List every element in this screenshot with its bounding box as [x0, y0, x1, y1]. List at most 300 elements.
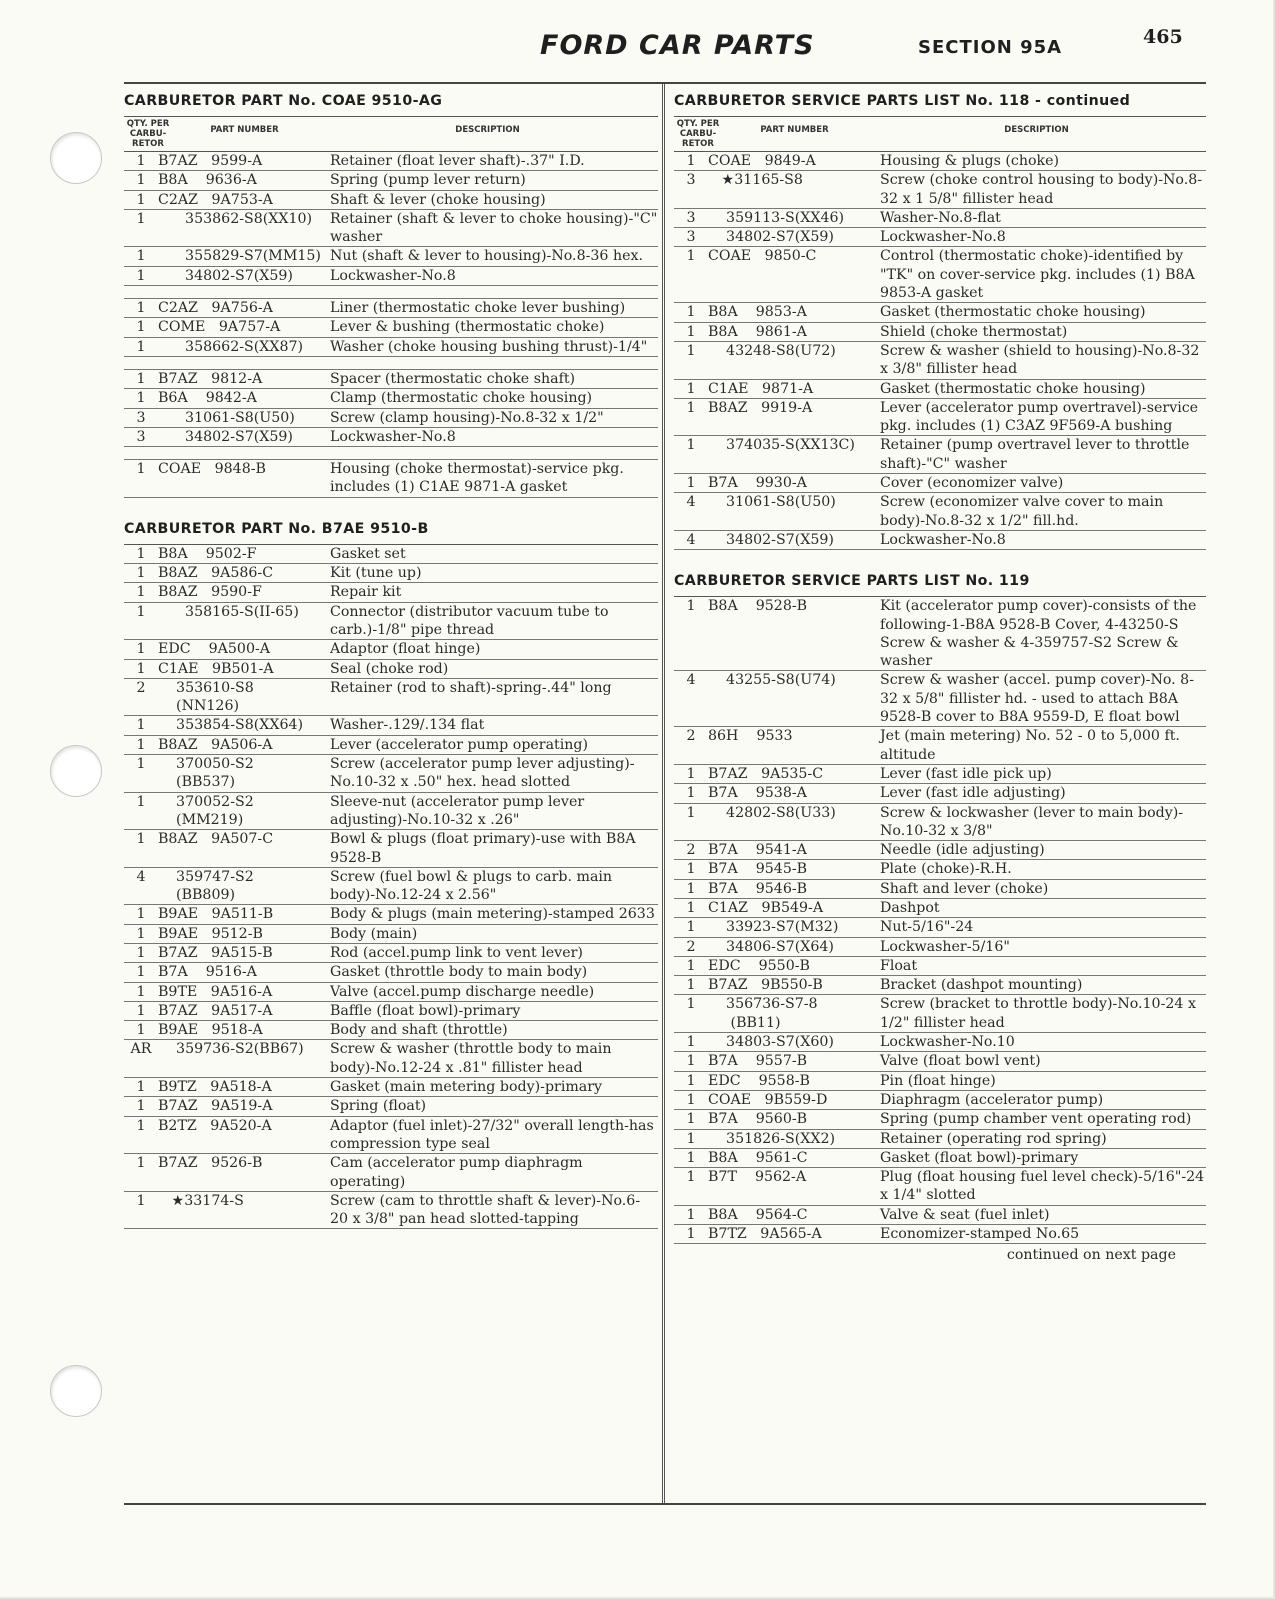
part-number-cell: B6A 9842-A	[158, 390, 257, 407]
description-cell: Screw (bracket to throttle body)-No.10-24 x 1/2" fillister head	[880, 996, 1196, 1031]
part-number-cell: B8A 9853-A	[708, 304, 807, 321]
description-cell: Screw (economizer valve cover to main body)-No.8-32 x 1/2" fill.hd.	[880, 494, 1164, 529]
qty-cell: 1	[686, 804, 696, 821]
table-row	[124, 370, 658, 389]
table-row	[124, 660, 658, 679]
table-row	[124, 1040, 658, 1078]
description-cell: Screw (clamp housing)-No.8-32 x 1/2"	[330, 409, 604, 426]
qty-cell: 1	[136, 717, 146, 734]
qty-cell: 1	[686, 1091, 696, 1108]
qty-cell: 1	[136, 461, 146, 478]
part-number-cell: 42802-S8(U33)	[708, 804, 836, 821]
table-row	[124, 603, 658, 641]
table-row	[124, 963, 658, 982]
part-number-cell: 34802-S7(X59)	[158, 428, 293, 445]
part-number-cell: B9AE 9512-B	[158, 925, 263, 942]
description-cell: Spacer (thermostatic choke shaft)	[330, 370, 576, 387]
part-number-cell: EDC 9550-B	[708, 957, 810, 974]
description-cell: Body & plugs (main metering)-stamped 2633	[330, 906, 655, 923]
description-cell: Lever (accelerator pump operating)	[330, 736, 589, 753]
description-cell: Gasket (main metering body)-primary	[330, 1079, 603, 1096]
table-row	[124, 830, 658, 868]
part-number-cell: 34803-S7(X60)	[708, 1034, 834, 1051]
qty-cell: 1	[686, 248, 696, 265]
parts-list-b7ae-9510-b	[124, 544, 658, 1230]
qty-cell: 1	[686, 304, 696, 321]
table-row	[674, 918, 1206, 937]
description-cell: Rod (accel.pump link to vent lever)	[330, 944, 583, 961]
part-number-cell: B7AZ 9599-A	[158, 153, 263, 169]
header-qty-right: QTY. PER CARBU- RETOR	[676, 119, 720, 149]
table-row	[674, 671, 1206, 727]
qty-cell: 1	[686, 861, 696, 878]
qty-cell: 1	[136, 1117, 146, 1134]
description-cell	[328, 286, 658, 298]
table-row	[674, 209, 1206, 228]
part-number-cell: B7AZ 9526-B	[158, 1155, 263, 1172]
description-cell: Plate (choke)-R.H.	[880, 861, 1012, 878]
part-number-cell: B8A 9564-C	[708, 1206, 808, 1223]
part-number-cell	[158, 447, 328, 459]
qty-cell: 1	[136, 300, 146, 317]
table-row	[674, 1091, 1206, 1110]
part-number-cell: 353854-S8(XX64)	[158, 717, 304, 734]
part-number-cell: C1AE 9871-A	[708, 380, 814, 397]
description-cell: Screw (cam to throttle shaft & lever)-No.6-20 x 3/8" pan head slotted-tapping	[330, 1192, 641, 1228]
description-cell: Lockwasher-No.8	[880, 229, 1006, 246]
table-row	[674, 380, 1206, 399]
table-row	[674, 436, 1206, 474]
qty-cell: 1	[136, 191, 146, 208]
qty-cell: 1	[686, 996, 696, 1013]
qty-cell: 1	[136, 736, 146, 753]
table-row	[674, 976, 1206, 995]
qty-cell: 2	[136, 679, 146, 696]
description-cell: Retainer (pump overtravel lever to throttle shaft)-"C" washer	[880, 437, 1190, 472]
table-row	[124, 1097, 658, 1116]
description-cell: Lever (accelerator pump overtravel)-service pkg. includes (1) C3AZ 9F569-A bushing	[880, 399, 1199, 435]
qty-cell: 1	[686, 380, 696, 397]
table-row	[124, 925, 658, 944]
qty-cell: 1	[136, 831, 146, 848]
qty-cell: 4	[686, 494, 696, 511]
table-row	[124, 983, 658, 1002]
qty-cell: 1	[686, 919, 696, 936]
part-number-cell: 31061-S8(U50)	[708, 494, 836, 511]
part-number-cell: 359113-S(XX46)	[708, 209, 845, 226]
table-row	[674, 765, 1206, 784]
qty-cell: 2	[686, 728, 696, 745]
table-row	[124, 868, 658, 906]
table-row	[674, 860, 1206, 879]
qty-cell: 3	[686, 172, 696, 189]
qty-cell: 1	[136, 1002, 146, 1019]
section-label: SECTION 95A	[918, 37, 1063, 58]
qty-cell: 1	[686, 399, 696, 416]
table-row	[674, 1206, 1206, 1225]
part-number-cell: 34802-S7(X59)	[158, 267, 293, 284]
binder-hole-bottom	[50, 1365, 102, 1417]
part-number-cell: B7A 9546-B	[708, 880, 808, 897]
table-row	[674, 228, 1206, 247]
table-row	[124, 1021, 658, 1040]
table-row	[124, 1002, 658, 1021]
part-number-cell: B8A 9561-C	[708, 1149, 808, 1166]
table-row	[124, 460, 658, 498]
part-number-cell: B7A 9930-A	[708, 475, 807, 492]
table-row	[674, 1033, 1206, 1052]
bottom-rule	[124, 1503, 1206, 1505]
part-number-cell: 86H 9533	[708, 728, 793, 745]
table-row	[674, 171, 1206, 209]
description-cell: Dashpot	[880, 899, 940, 916]
part-number-cell: 358165-S(II-65)	[158, 603, 299, 620]
table-row	[124, 1117, 658, 1155]
table-row	[124, 1154, 658, 1192]
qty-cell: 1	[136, 210, 146, 227]
part-number-cell: B8AZ 9A507-C	[158, 831, 274, 848]
part-number-cell: 34806-S7(X64)	[708, 938, 834, 955]
description-cell: Control (thermostatic choke)-identified by "TK" on cover-service pkg. includes (1) B8A 9853-A gasket	[880, 248, 1195, 302]
part-number-cell: 359747-S2 (BB809)	[176, 868, 254, 904]
table-row	[124, 210, 658, 248]
part-number-cell: COAE 9849-A	[708, 153, 816, 169]
qty-cell: 1	[136, 319, 146, 336]
qty-cell: 1	[686, 1149, 696, 1166]
table-row	[674, 784, 1206, 803]
part-number-cell: ★33174-S	[158, 1192, 244, 1209]
description-cell: Nut-5/16"-24	[880, 919, 974, 936]
section-title-service-list-118: CARBURETOR SERVICE PARTS LIST No. 118 - continued	[674, 93, 1131, 109]
part-number-cell: COME 9A757-A	[158, 319, 281, 336]
table-header-right	[674, 116, 1206, 152]
qty-cell	[124, 357, 158, 369]
parts-list-coae-9510-ag	[124, 152, 658, 498]
part-number-cell: 359736-S2(BB67)	[158, 1041, 304, 1058]
qty-cell	[124, 447, 158, 459]
description-cell: Liner (thermostatic choke lever bushing)	[330, 300, 626, 317]
description-cell: Retainer (shaft & lever to choke housing)-"C" washer	[330, 210, 658, 246]
description-cell: Body (main)	[330, 925, 418, 942]
part-number-cell	[158, 357, 328, 369]
section-title-service-list-119: CARBURETOR SERVICE PARTS LIST No. 119	[674, 573, 1030, 590]
part-number-cell: B7AZ 9A519-A	[158, 1098, 273, 1115]
qty-cell: 1	[686, 957, 696, 974]
description-cell: Shaft & lever (choke housing)	[330, 191, 546, 208]
right-column	[674, 86, 1206, 1266]
part-number-cell: B9TE 9A516-A	[158, 983, 273, 1000]
part-number-cell: C1AE 9B501-A	[158, 660, 274, 677]
part-number-cell: 33923-S7(M32)	[708, 919, 839, 936]
qty-cell: 1	[686, 977, 696, 994]
part-number-cell: B7A 9560-B	[708, 1111, 808, 1128]
part-number-cell: B8AZ 9A506-A	[158, 736, 273, 753]
description-cell: Retainer (rod to shaft)-spring-.44" long	[330, 679, 612, 696]
part-number-cell: B8AZ 9A586-C	[158, 565, 274, 582]
qty-cell: 1	[136, 338, 146, 355]
qty-cell: 1	[136, 964, 146, 981]
table-row	[124, 338, 658, 357]
part-number-cell: B7AZ 9A517-A	[158, 1002, 273, 1019]
part-number-cell: B7A 9545-B	[708, 861, 808, 878]
description-cell: Screw & washer (accel. pump cover)-No. 8-32 x 5/8" fillister hd. - used to attach B8A 9528-B cover to B8A 9559-D, E float bowl	[880, 672, 1195, 726]
description-cell: Plug (float housing fuel level check)-5/16"-24 x 1/4" slotted	[880, 1169, 1205, 1204]
table-row	[674, 880, 1206, 899]
description-cell: Jet (main metering) No. 52 - 0 to 5,000 ft. altitude	[880, 728, 1180, 763]
qty-cell: 1	[686, 598, 696, 615]
description-cell: Lockwasher-5/16"	[880, 938, 1010, 955]
description-cell: Economizer-stamped No.65	[880, 1226, 1080, 1243]
qty-cell: AR	[130, 1041, 152, 1058]
description-cell: Needle (idle adjusting)	[880, 842, 1045, 859]
table-row	[124, 299, 658, 318]
part-number-cell	[158, 286, 328, 298]
description-cell: Housing (choke thermostat)-service pkg. includes (1) C1AE 9871-A gasket	[330, 461, 624, 496]
qty-cell: 1	[686, 1169, 696, 1186]
table-row	[124, 428, 658, 447]
table-row	[124, 793, 658, 831]
table-row	[674, 727, 1206, 765]
part-number-cell: COAE 9850-C	[708, 248, 817, 265]
description-cell: Lockwasher-No.8	[880, 531, 1006, 548]
part-number-cell: B9AE 9518-A	[158, 1022, 263, 1039]
part-number-cell: 351826-S(XX2)	[708, 1130, 836, 1147]
table-row	[124, 247, 658, 266]
qty-cell: 1	[136, 172, 146, 189]
qty-cell: 3	[686, 229, 696, 246]
table-row	[674, 247, 1206, 303]
qty-cell: 1	[686, 323, 696, 340]
description-cell: Repair kit	[330, 584, 402, 601]
description-cell: Float	[880, 957, 918, 974]
part-number-cell: 31061-S8(U50)	[158, 409, 295, 426]
table-row	[124, 545, 658, 564]
description-cell: Adaptor (float hinge)	[330, 641, 481, 658]
description-cell: Gasket (thermostatic choke housing)	[880, 304, 1146, 321]
description-cell: Gasket (float bowl)-primary	[880, 1149, 1079, 1166]
part-number-cell: B8A 9861-A	[708, 323, 807, 340]
qty-cell: 1	[136, 370, 146, 387]
part-number-cell: 374035-S(XX13C)	[708, 437, 855, 454]
part-number-cell: B9AE 9A511-B	[158, 906, 274, 923]
qty-cell: 1	[136, 390, 146, 407]
description-cell	[328, 447, 658, 459]
parts-list-118	[674, 152, 1206, 550]
table-row	[124, 755, 658, 793]
description-cell: Valve (float bowl vent)	[880, 1053, 1041, 1070]
table-row	[124, 679, 658, 717]
qty-cell: 1	[686, 880, 696, 897]
section-title-coae-9510-ag: CARBURETOR PART No. COAE 9510-AG	[124, 93, 443, 109]
qty-cell	[124, 286, 158, 298]
part-number-cell: B8AZ 9919-A	[708, 399, 813, 416]
description-cell: Body and shaft (throttle)	[330, 1022, 508, 1039]
part-number-cell: B7A 9516-A	[158, 964, 257, 981]
part-number-cell: COAE 9B559-D	[708, 1091, 828, 1108]
qty-cell: 3	[686, 209, 696, 226]
table-row	[124, 716, 658, 735]
part-number-cell: 355829-S7(MM15)	[158, 248, 321, 265]
table-row	[674, 531, 1206, 550]
part-number-cell: 358662-S(XX87)	[158, 338, 304, 355]
table-row	[674, 1130, 1206, 1149]
description-cell: Kit (accelerator pump cover)-consists of the following-1-B8A 9528-B Cover, 4-43250-S Screw & washer & 4-359757-S2 Screw & washer	[880, 598, 1197, 670]
part-number-cell: B8A 9502-F	[158, 545, 257, 562]
table-row	[124, 152, 658, 171]
part-number-cell: 353610-S8 (NN126)	[176, 679, 254, 715]
qty-cell: 1	[136, 267, 146, 284]
table-row	[674, 152, 1206, 171]
description-cell: Screw (choke control housing to body)-No.8-32 x 1 5/8" fillister head	[880, 172, 1203, 207]
table-row	[124, 171, 658, 190]
table-row	[124, 736, 658, 755]
qty-cell: 1	[686, 1226, 696, 1243]
table-row	[674, 995, 1206, 1033]
qty-cell: 1	[136, 793, 146, 810]
description-cell: Spring (pump chamber vent operating rod)	[880, 1111, 1192, 1128]
description-cell: Pin (float hinge)	[880, 1072, 996, 1089]
table-row	[124, 1078, 658, 1097]
qty-cell: 1	[136, 641, 146, 658]
qty-cell: 1	[136, 925, 146, 942]
part-number-cell: B7A 9538-A	[708, 785, 807, 802]
part-number-cell: 43255-S8(U74)	[708, 672, 836, 689]
table-row	[674, 303, 1206, 322]
description-cell: Shield (choke thermostat)	[880, 323, 1068, 340]
table-row	[674, 1110, 1206, 1129]
parts-list-119	[674, 596, 1206, 1244]
part-number-cell: B7AZ 9A535-C	[708, 765, 824, 782]
qty-cell: 1	[686, 153, 696, 169]
qty-cell: 1	[136, 756, 146, 773]
table-row	[674, 323, 1206, 342]
qty-cell: 3	[136, 428, 146, 445]
qty-cell: 1	[686, 1034, 696, 1051]
part-number-cell: B7TZ 9A565-A	[708, 1226, 822, 1243]
qty-cell: 1	[136, 1098, 146, 1115]
qty-cell: 1	[686, 1130, 696, 1147]
description-cell: Washer-No.8-flat	[880, 209, 1001, 226]
part-number-cell: B7T 9562-A	[708, 1169, 807, 1186]
part-number-cell: COAE 9848-B	[158, 461, 266, 478]
page-title: FORD CAR PARTS	[540, 30, 815, 61]
qty-cell: 1	[136, 153, 146, 169]
qty-cell: 1	[136, 1155, 146, 1172]
qty-cell: 1	[686, 899, 696, 916]
qty-cell: 4	[686, 672, 696, 689]
part-number-cell: 370052-S2 (MM219)	[176, 793, 254, 828]
table-row	[674, 597, 1206, 671]
qty-cell: 1	[136, 565, 146, 582]
description-cell: Lockwasher-No.8	[330, 267, 456, 284]
qty-cell: 4	[686, 531, 696, 548]
description-cell: Lever (fast idle adjusting)	[880, 785, 1066, 802]
part-number-cell: EDC 9A500-A	[158, 641, 271, 658]
table-row	[124, 267, 658, 286]
table-row	[674, 342, 1206, 380]
table-row	[124, 564, 658, 583]
header-part-number-right: PART NUMBER	[760, 125, 829, 135]
part-number-cell: B7A 9557-B	[708, 1053, 808, 1070]
header-qty: QTY. PER CARBU- RETOR	[126, 119, 170, 149]
description-cell: Spring (pump lever return)	[330, 172, 526, 189]
table-row	[674, 493, 1206, 531]
part-number-cell: 370050-S2 (BB537)	[176, 756, 254, 791]
description-cell: Screw & washer (throttle body to main body)-No.12-24 x .81" fillister head	[330, 1041, 612, 1076]
qty-cell: 1	[136, 1192, 146, 1209]
table-row	[674, 1168, 1206, 1206]
qty-cell: 1	[136, 545, 146, 562]
table-row	[674, 899, 1206, 918]
part-number-cell: B7AZ 9B550-B	[708, 977, 823, 994]
table-row	[124, 583, 658, 602]
table-row	[124, 357, 658, 370]
table-row	[674, 399, 1206, 437]
description-cell: Connector (distributor vacuum tube to carb.)-1/8" pipe thread	[330, 603, 609, 638]
part-number-cell: C2AZ 9A756-A	[158, 300, 273, 317]
top-rule	[124, 82, 1206, 84]
part-number-cell: C2AZ 9A753-A	[158, 191, 273, 208]
qty-cell: 1	[136, 584, 146, 601]
description-cell: Cover (economizer valve)	[880, 475, 1064, 492]
table-row	[674, 474, 1206, 493]
part-number-cell: 43248-S8(U72)	[708, 342, 836, 359]
binder-hole-middle	[50, 745, 102, 797]
qty-cell: 1	[686, 437, 696, 454]
description-cell: Cam (accelerator pump diaphragm operating)	[330, 1155, 583, 1190]
qty-cell: 1	[136, 1022, 146, 1039]
table-row	[674, 804, 1206, 842]
table-row	[124, 389, 658, 408]
qty-cell: 1	[686, 1206, 696, 1223]
table-row	[674, 938, 1206, 957]
header-description-right: DESCRIPTION	[1004, 125, 1069, 135]
description-cell: Diaphragm (accelerator pump)	[880, 1091, 1104, 1108]
part-number-cell: B8A 9636-A	[158, 172, 257, 189]
description-cell: Retainer (operating rod spring)	[880, 1130, 1107, 1147]
qty-cell: 1	[686, 765, 696, 782]
description-cell: Nut (shaft & lever to housing)-No.8-36 hex.	[330, 248, 643, 265]
description-cell: Lockwasher-No.10	[880, 1034, 1015, 1051]
description-cell: Screw & lockwasher (lever to main body)-No.10-32 x 3/8"	[880, 804, 1184, 839]
part-number-cell: B2TZ 9A520-A	[158, 1117, 272, 1134]
left-column	[124, 86, 658, 1229]
table-header	[124, 116, 658, 152]
table-row	[124, 905, 658, 924]
part-number-cell: B7AZ 9A515-B	[158, 944, 273, 961]
column-separator	[662, 84, 665, 1504]
part-number-cell: EDC 9558-B	[708, 1072, 810, 1089]
table-row	[124, 447, 658, 460]
description-cell: Screw (fuel bowl & plugs to carb. main body)-No.12-24 x 2.56"	[330, 868, 613, 904]
part-number-cell: B7A 9541-A	[708, 842, 807, 859]
part-number-cell: B7AZ 9812-A	[158, 370, 263, 387]
part-number-cell: ★31165-S8	[708, 172, 803, 189]
table-row	[124, 1192, 658, 1230]
part-number-cell: 34802-S7(X59)	[708, 229, 834, 246]
description-cell: Retainer (float lever shaft)-.37" I.D.	[330, 153, 585, 169]
description-cell: Valve (accel.pump discharge needle)	[330, 983, 595, 1000]
description-cell: Sleeve-nut (accelerator pump lever adjusting)-No.10-32 x .26"	[330, 793, 585, 828]
qty-cell: 4	[136, 868, 146, 885]
table-row	[674, 1149, 1206, 1168]
qty-cell: 1	[686, 475, 696, 492]
table-row	[674, 1052, 1206, 1071]
description-cell: Adaptor (fuel inlet)-27/32" overall length-has compression type seal	[330, 1117, 654, 1152]
table-row	[674, 1225, 1206, 1244]
qty-cell: 3	[136, 409, 146, 426]
header-part-number: PART NUMBER	[210, 125, 279, 135]
